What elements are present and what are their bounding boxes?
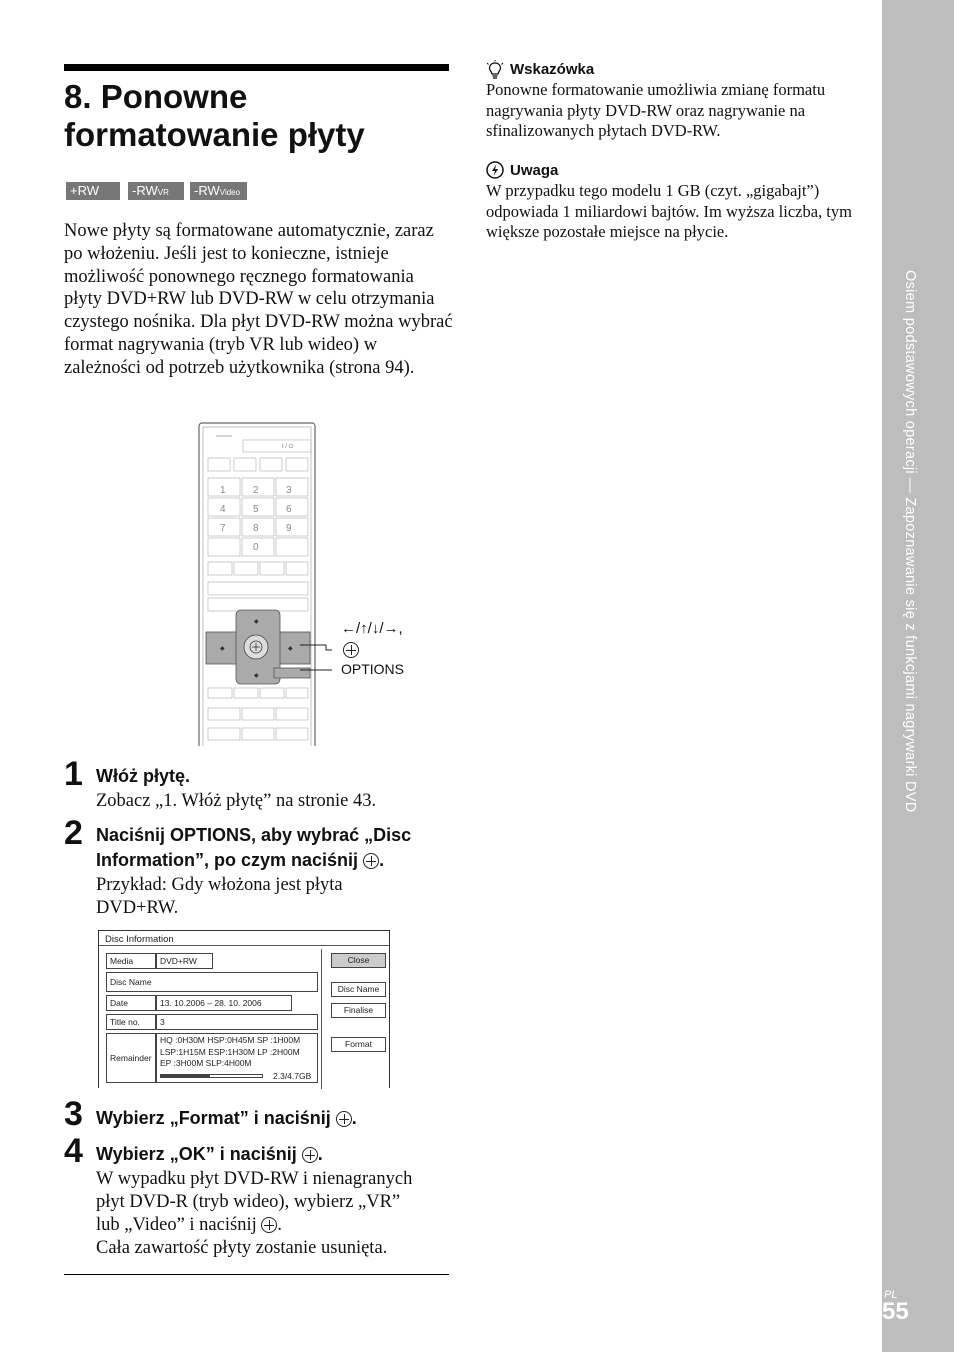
page-title-line1: 8. Ponowne	[64, 78, 248, 115]
step-4-body-line1: W wypadku płyt DVD-RW i nienagranych	[96, 1169, 413, 1189]
enter-circle-icon	[336, 1111, 352, 1127]
remote-key-8: 8	[253, 523, 259, 534]
close-button[interactable]: Close	[331, 953, 386, 968]
disc-information-screen	[98, 930, 390, 1088]
step-2-heading-line2: Information”, po czym naciśnij .	[96, 850, 385, 870]
badge-rw-vr	[128, 182, 184, 200]
step-3-heading: Wybierz „Format” i naciśnij .	[96, 1108, 357, 1128]
remote-key-4: 4	[220, 504, 226, 515]
title-no-label: Title no.	[106, 1014, 156, 1030]
disc-name-button[interactable]: Disc Name	[331, 982, 386, 997]
svg-text:I / ⏻: I / ⏻	[282, 444, 294, 450]
disc-info-title: Disc Information	[105, 934, 174, 945]
badge-rw-video-text: -RW	[194, 183, 220, 198]
lightbulb-icon	[486, 60, 504, 80]
svg-text:◆: ◆	[220, 646, 225, 652]
bottom-rule	[64, 1274, 449, 1275]
page-number: 55	[882, 1298, 909, 1325]
remote-key-7: 7	[220, 523, 226, 534]
language-label: PL	[884, 1289, 898, 1301]
remainder-line3: EP :3H00M SLP:4H00M	[160, 1058, 252, 1068]
svg-text:◆: ◆	[254, 673, 259, 679]
tip-heading: Wskazówka	[510, 61, 595, 78]
remainder-line1: HQ :0H30M HSP:0H45M SP :1H00M	[160, 1035, 301, 1045]
step-4-body-line4: Cała zawartość płyty zostanie usunięta.	[96, 1238, 388, 1258]
callout-arrows: ←/↑/↓/→,	[341, 620, 403, 637]
media-label: Media	[106, 953, 156, 969]
remote-key-9: 9	[286, 523, 292, 534]
step-4-heading: Wybierz „OK” i naciśnij .	[96, 1144, 323, 1164]
finalise-button[interactable]: Finalise	[331, 1003, 386, 1018]
remote-key-1: 1	[220, 485, 226, 496]
step-2-heading-line1: Naciśnij OPTIONS, aby wybrać „Disc	[96, 825, 412, 845]
badge-rw-video-sub: Video	[219, 188, 241, 197]
remainder-line2: LSP:1H15M ESP:1H30M LP :2H00M	[160, 1046, 300, 1057]
badge-plus-rw-text: +RW	[70, 183, 100, 198]
svg-text:◆: ◆	[288, 646, 293, 652]
intro-paragraph: Nowe płyty są formatowane automatycznie, zaraz po włożeniu. Jeśli jest to konieczne, istnieje możliwość ponownego ręcznego formatowania płyty DVD+RW lub DVD-RW w celu otrzymania czystego nośnika. Dla płyt DVD-RW można wybrać format nagrywania (tryb VR lub wideo) w zależności od potrzeb użytkownika (strona 94).	[64, 221, 453, 378]
step-2-body-line2: DVD+RW.	[96, 898, 179, 918]
svg-text:◆: ◆	[254, 619, 259, 625]
step-3-heading-text: Wybierz „Format” i naciśnij	[96, 1108, 331, 1128]
remote-key-2: 2	[253, 485, 259, 496]
step-1-body: Zobacz „1. Włóż płytę” na stronie 43.	[96, 791, 377, 811]
step-2-body-line1: Przykład: Gdy włożona jest płyta	[96, 875, 343, 895]
capacity-text: 2.3/4.7GB	[273, 1071, 312, 1081]
step-3-number: 3	[64, 1095, 83, 1133]
tip-body: Ponowne formatowanie umożliwia zmianę formatu nagrywania płyty DVD-RW oraz nagrywanie na sfinalizowanych płytach DVD-RW.	[486, 80, 826, 140]
step-1-number: 1	[64, 755, 83, 793]
title-no-value: 3	[156, 1014, 318, 1030]
badge-rw-video	[190, 182, 247, 200]
remote-key-3: 3	[286, 485, 292, 496]
page-title	[64, 78, 464, 154]
step-2-heading-line2-text: Information”, po czym naciśnij	[96, 850, 359, 870]
disc-name-label: Disc Name	[106, 972, 318, 992]
badge-rw-vr-text: -RW	[132, 183, 158, 198]
disc-info-divider	[99, 945, 389, 946]
date-value: 13. 10.2006 – 28. 10. 2006	[156, 995, 292, 1011]
badge-plus-rw	[66, 182, 120, 200]
capacity-bar-fill	[161, 1075, 210, 1077]
title-rule	[64, 64, 449, 71]
enter-icon	[343, 642, 359, 660]
enter-circle-icon	[302, 1147, 318, 1163]
enter-circle-icon	[343, 642, 359, 658]
remote-control-illustration	[198, 422, 316, 746]
disc-info-column-divider	[321, 949, 322, 1089]
step-1-heading: Włóż płytę.	[96, 766, 190, 786]
step-4-number: 4	[64, 1132, 83, 1170]
page-title-line2: formatowanie płyty	[64, 116, 365, 153]
remote-key-0: 0	[253, 542, 259, 553]
chapter-tab	[882, 0, 954, 1352]
enter-circle-icon	[363, 853, 379, 869]
step-4-body-line3: lub „Video” i naciśnij .	[96, 1215, 282, 1235]
remote-key-5: 5	[253, 504, 259, 515]
date-label: Date	[106, 995, 156, 1011]
callout-options: OPTIONS	[341, 661, 405, 677]
step-4-heading-text: Wybierz „OK” i naciśnij	[96, 1144, 297, 1164]
badge-rw-vr-sub: VR	[157, 188, 169, 197]
callout-lines	[300, 640, 340, 680]
note-heading: Uwaga	[510, 162, 559, 179]
step-4-body-line2: płyt DVD-R (tryb wideo), wybierz „VR”	[96, 1192, 401, 1212]
media-value: DVD+RW	[156, 953, 213, 969]
format-button[interactable]: Format	[331, 1037, 386, 1052]
enter-circle-icon	[261, 1217, 277, 1233]
capacity-bar	[160, 1074, 263, 1078]
remainder-label: Remainder	[106, 1033, 156, 1083]
chapter-tab-text: Osiem podstawowych operacji — Zapoznawanie się z funkcjami nagrywarki DVD	[902, 270, 918, 813]
remote-key-6: 6	[286, 504, 292, 515]
step-4-body-line3-text: lub „Video” i naciśnij	[96, 1215, 257, 1235]
note-body: W przypadku tego modelu 1 GB (czyt. „gigabajt”) odpowiada 1 miliardowi bajtów. Im wyższa liczba, tym większe pozostałe miejsce na płycie.	[486, 181, 852, 241]
warning-icon	[486, 161, 504, 179]
step-2-number: 2	[64, 814, 83, 852]
